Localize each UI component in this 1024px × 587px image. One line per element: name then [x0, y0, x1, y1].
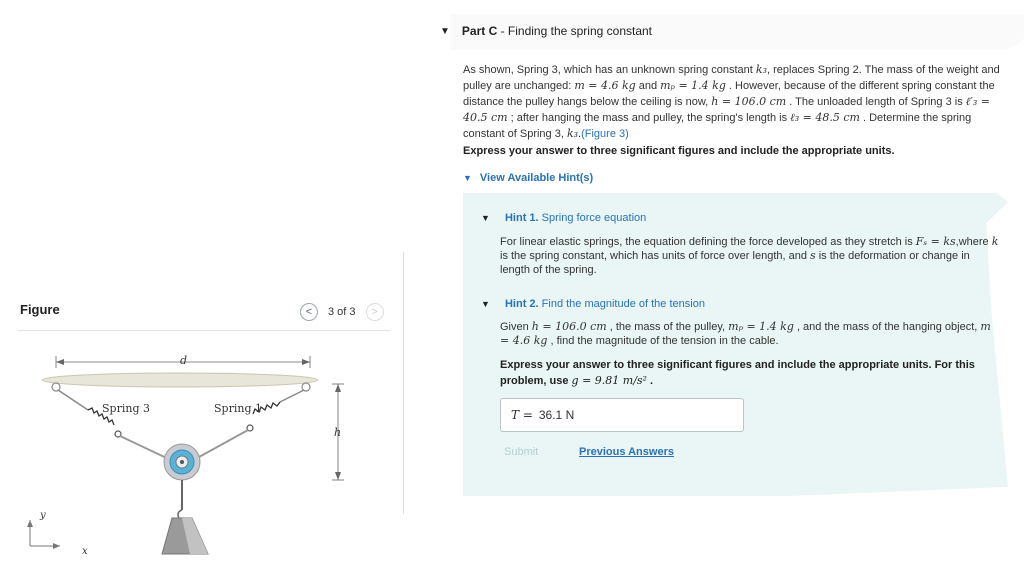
previous-answers-link[interactable]: Previous Answers: [579, 446, 674, 458]
hint-2-instructions: Express your answer to three significant figures and include the appropriate units. For this problem, use g = 9.81 m/s² .: [500, 359, 975, 387]
chevron-left-icon: <: [305, 306, 313, 318]
hints-triangle-icon: ▼: [463, 173, 472, 183]
spring-pulley-figure: [20, 340, 360, 565]
panel-divider: [403, 252, 404, 514]
prev-figure-button[interactable]: [300, 303, 318, 321]
hanging-weight: [162, 480, 208, 554]
pulley: [164, 444, 200, 480]
ceiling-bar: [42, 373, 318, 387]
figure-rule: [18, 330, 390, 331]
h-label: h: [334, 426, 342, 439]
spring-3: [58, 390, 175, 462]
spring-1: [190, 390, 304, 462]
answer-variable: T =: [511, 408, 533, 422]
hint-2-triangle-icon: ▼: [481, 299, 490, 309]
submit-button[interactable]: Submit: [504, 446, 539, 458]
view-hints-toggle[interactable]: ▼ View Available Hint(s): [463, 172, 594, 184]
figure-navigation: [300, 303, 384, 321]
figure-counter: 3 of 3: [328, 306, 356, 318]
hint-2-body: Given h = 106.0 cm , the mass of the pulley, mₚ = 1.4 kg , and the mass of the hanging object, m = 4.6 kg , find the magnitude of the tension in the cable.: [500, 320, 991, 347]
next-figure-button[interactable]: [366, 303, 384, 321]
hint-1-header[interactable]: ▼ Hint 1. Spring force equation: [481, 212, 647, 224]
chevron-right-icon: >: [371, 306, 378, 318]
answer-value: 36.1 N: [538, 408, 575, 422]
h-dimension: [332, 384, 344, 480]
hint-1-body: For linear elastic springs, the equation defining the force developed as they stretch is Fₛ = ks,where k is the spring constant, which has units of force over length, and s is the deformation or change in length of the spring.: [500, 235, 999, 276]
figure-title: Figure: [20, 302, 60, 317]
y-axis-label: y: [40, 510, 46, 521]
d-dimension: [56, 354, 310, 368]
d-label: d: [180, 354, 188, 367]
problem-text: As shown, Spring 3, which has an unknown spring constant k₃, replaces Spring 2. The mass of the weight and pulley are unchanged: m = 4.6 kg and mₚ = 1.4 kg . However, because of the different spring constant the distance the pulley hangs below the ceiling is now, h = 106.0 cm . The unloaded length of Spring 3 is ℓ′₃ = 40.5 cm ; after hanging the mass and pulley, the spring's length is ℓ₃ = 48.5 cm . Determine the spring constant of Spring 3, k₃.(Figure 3): [463, 63, 1000, 140]
tension-answer-input[interactable]: [500, 398, 744, 432]
part-title: Finding the spring constant: [507, 24, 653, 38]
part-header[interactable]: [440, 24, 652, 38]
figure-link[interactable]: (Figure 3): [581, 128, 629, 140]
hint-1-triangle-icon: ▼: [481, 213, 490, 223]
hint-2-header[interactable]: ▼ Hint 2. Find the magnitude of the tension: [481, 298, 705, 310]
collapse-triangle-icon[interactable]: ▼: [440, 25, 450, 37]
spring-3-label: Spring 3: [102, 402, 150, 415]
part-label: Part C: [461, 24, 498, 38]
x-axis-label: x: [82, 546, 88, 557]
spring-1-label: Spring 1: [214, 402, 262, 415]
xy-axes-icon: [27, 510, 88, 557]
answer-instructions: Express your answer to three significant figures and include the appropriate units.: [463, 145, 895, 157]
part-title-line: Part C - Finding the spring constant: [461, 24, 653, 38]
